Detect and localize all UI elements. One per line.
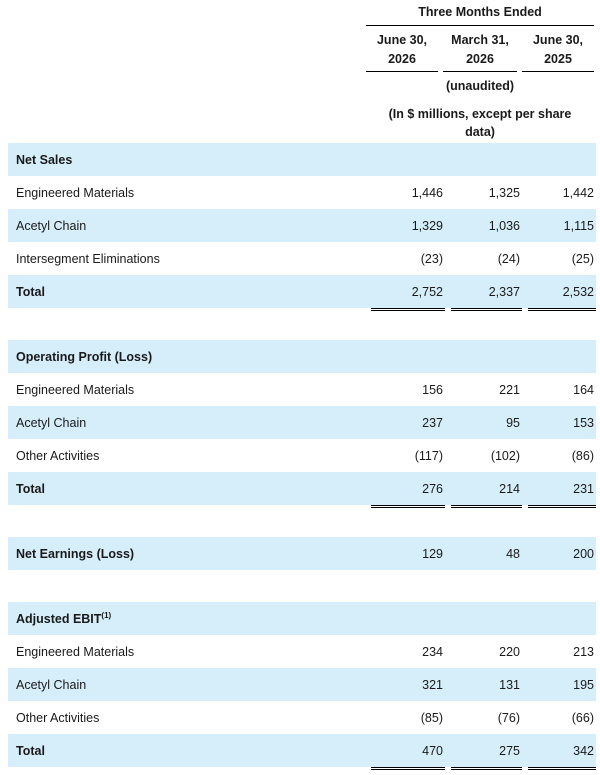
period-header: Three Months Ended bbox=[418, 5, 542, 19]
period-header-rule bbox=[366, 25, 594, 26]
section-title-wrapper bbox=[8, 602, 365, 635]
spacer-row bbox=[8, 570, 596, 602]
section-title: Net Sales bbox=[8, 143, 365, 176]
section-title: Operating Profit (Loss) bbox=[8, 340, 365, 373]
units-line2: data) bbox=[465, 125, 495, 139]
net-earnings-row bbox=[8, 537, 596, 570]
spacer-row bbox=[8, 308, 596, 340]
total-value: 276 bbox=[365, 472, 445, 505]
cell-value: 220 bbox=[499, 644, 520, 659]
column-header-march-2026 bbox=[443, 31, 517, 69]
total-value: 470 bbox=[365, 734, 445, 767]
row-label: Total bbox=[8, 275, 365, 308]
column-header-line2: 2026 bbox=[466, 52, 494, 66]
cell-value: 153 bbox=[522, 406, 596, 439]
cell-value: 321 bbox=[365, 668, 445, 701]
cell-value: 221 bbox=[499, 382, 520, 397]
cell-value: 95 bbox=[445, 406, 522, 439]
table-row bbox=[8, 406, 596, 439]
total-value: 231 bbox=[522, 472, 596, 505]
unaudited-label: (unaudited) bbox=[445, 79, 515, 93]
total-value: 214 bbox=[445, 472, 522, 505]
total-row-operating-profit bbox=[8, 472, 596, 505]
total-value: 2,532 bbox=[522, 275, 596, 308]
cell-value: 156 bbox=[422, 382, 443, 397]
cell-value: (24) bbox=[497, 251, 520, 266]
column-header-june-2026 bbox=[366, 31, 438, 69]
cell-value: 1,115 bbox=[522, 209, 596, 242]
row-label: Engineered Materials bbox=[16, 382, 135, 397]
row-label: Net Earnings (Loss) bbox=[8, 537, 365, 570]
footnote-marker: (1) bbox=[101, 610, 112, 620]
cell-value: (102) bbox=[490, 448, 520, 463]
total-value: 2,752 bbox=[365, 275, 445, 308]
section-title: Adjusted EBIT bbox=[16, 611, 102, 626]
cell-value: 1,446 bbox=[411, 185, 443, 200]
total-value: 275 bbox=[445, 734, 522, 767]
table-row bbox=[8, 668, 596, 701]
row-label: Acetyl Chain bbox=[8, 209, 365, 242]
cell-value: 200 bbox=[522, 537, 596, 570]
table-row bbox=[8, 701, 596, 734]
cell-value: 164 bbox=[573, 382, 594, 397]
table-row bbox=[8, 635, 596, 668]
cell-value: (85) bbox=[420, 710, 443, 725]
cell-value: 195 bbox=[522, 668, 596, 701]
units-line1: (In $ millions, except per share bbox=[388, 107, 572, 121]
table-row bbox=[8, 242, 596, 275]
row-label: Intersegment Eliminations bbox=[16, 251, 160, 266]
section-header-adjusted-ebit bbox=[8, 602, 596, 635]
total-row-adjusted-ebit bbox=[8, 734, 596, 767]
column-header-rule-2 bbox=[443, 71, 517, 72]
cell-value: 129 bbox=[365, 537, 445, 570]
cell-value: 131 bbox=[445, 668, 522, 701]
cell-value: (23) bbox=[420, 251, 443, 266]
table-row bbox=[8, 373, 596, 406]
cell-value: 1,036 bbox=[445, 209, 522, 242]
segment-results-table bbox=[8, 143, 596, 767]
column-header-line2: 2026 bbox=[388, 52, 416, 66]
section-header-operating-profit bbox=[8, 340, 596, 373]
cell-value: (25) bbox=[571, 251, 594, 266]
total-value: 342 bbox=[522, 734, 596, 767]
units-label bbox=[366, 105, 594, 141]
cell-value: 1,329 bbox=[365, 209, 445, 242]
cell-value: 213 bbox=[573, 644, 594, 659]
row-label: Other Activities bbox=[16, 710, 100, 725]
row-label: Acetyl Chain bbox=[8, 668, 365, 701]
cell-value: 237 bbox=[365, 406, 445, 439]
column-header-june-2025 bbox=[522, 31, 594, 69]
cell-value: (86) bbox=[571, 448, 594, 463]
cell-value: (66) bbox=[571, 710, 594, 725]
table-row bbox=[8, 209, 596, 242]
column-header-rule-3 bbox=[522, 71, 594, 72]
row-label: Engineered Materials bbox=[16, 185, 135, 200]
total-value: 2,337 bbox=[445, 275, 522, 308]
column-header-line1: June 30, bbox=[532, 33, 584, 47]
cell-value: 234 bbox=[422, 644, 443, 659]
row-label: Total bbox=[8, 472, 365, 505]
total-row-net-sales bbox=[8, 275, 596, 308]
cell-value: 1,325 bbox=[488, 185, 520, 200]
row-label: Other Activities bbox=[16, 448, 100, 463]
row-label: Engineered Materials bbox=[16, 644, 135, 659]
column-header-line2: 2025 bbox=[544, 52, 572, 66]
column-header-rule-1 bbox=[366, 71, 438, 72]
column-header-line1: March 31, bbox=[451, 33, 509, 47]
spacer-row bbox=[8, 505, 596, 537]
row-label: Acetyl Chain bbox=[8, 406, 365, 439]
cell-value: (76) bbox=[497, 710, 520, 725]
table-row bbox=[8, 176, 596, 209]
section-header-net-sales bbox=[8, 143, 596, 176]
column-header-line1: June 30, bbox=[376, 33, 428, 47]
cell-value: (117) bbox=[414, 448, 443, 463]
cell-value: 1,442 bbox=[562, 185, 594, 200]
table-row bbox=[8, 439, 596, 472]
cell-value: 48 bbox=[445, 537, 522, 570]
row-label: Total bbox=[8, 734, 365, 767]
